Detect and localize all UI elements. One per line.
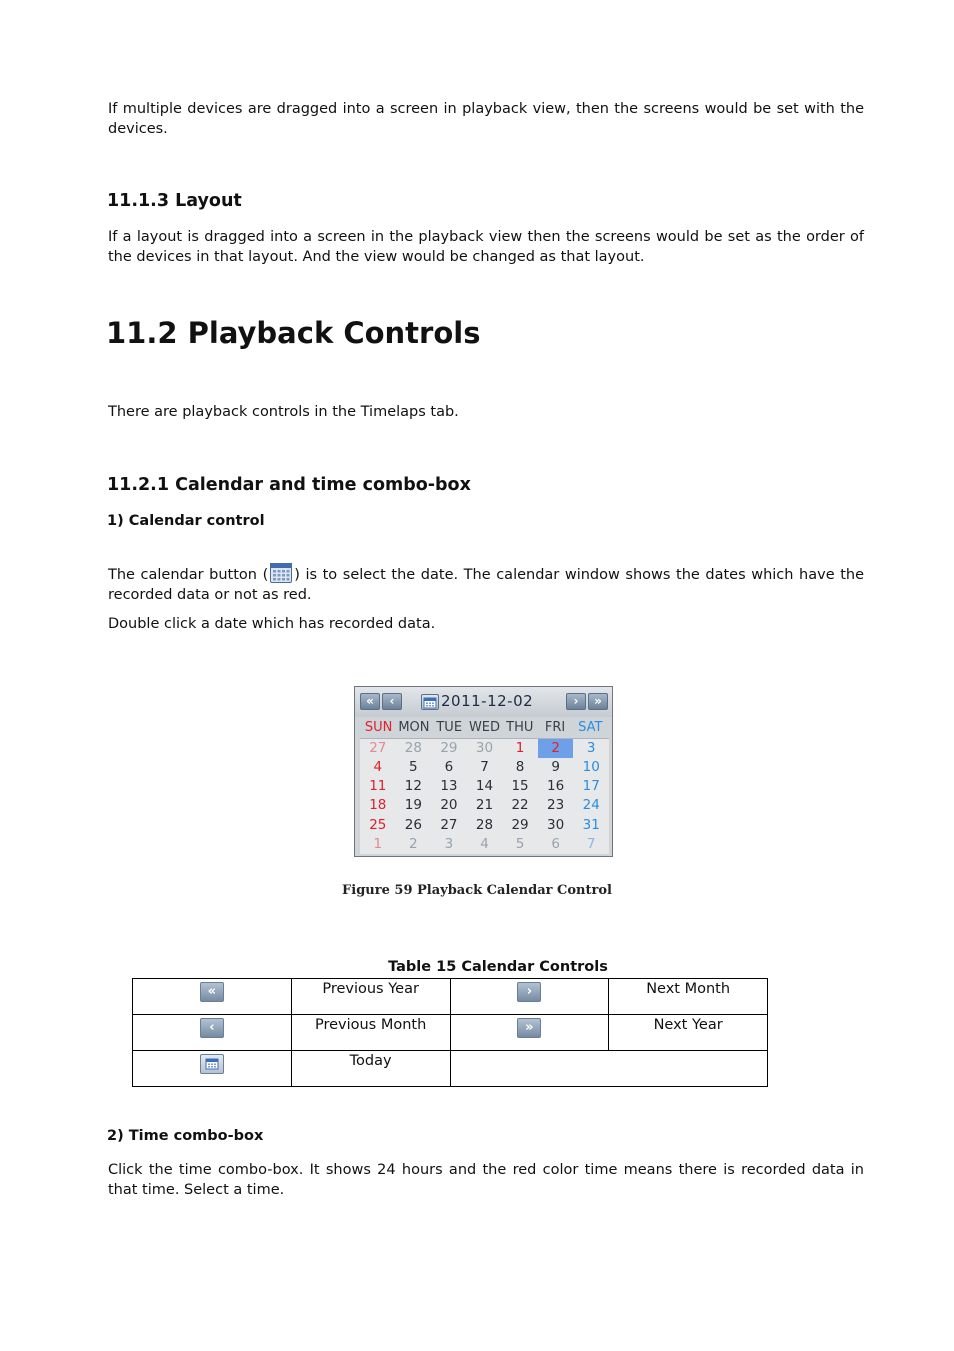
playback-controls-paragraph: There are playback controls in the Timelaps tab. — [108, 404, 459, 420]
weekday-label: WED — [468, 720, 501, 735]
next-year-button[interactable]: » — [588, 693, 608, 710]
playback-controls-heading: 11.2 Playback Controls — [106, 316, 481, 350]
calendar-day[interactable]: 23 — [538, 796, 574, 815]
calendar-controls-table — [132, 978, 768, 1087]
calendar-day[interactable]: 11 — [360, 777, 396, 796]
prev-month-button[interactable]: ‹ — [382, 693, 402, 710]
next-month-icon: › — [517, 982, 541, 1002]
table-cell-label: Previous Year — [291, 979, 450, 1015]
table-caption: Table 15 Calendar Controls — [388, 959, 608, 975]
calendar-day[interactable]: 28 — [467, 816, 503, 835]
calendar-day[interactable]: 4 — [360, 758, 396, 777]
intro-paragraph: If multiple devices are dragged into a screen in playback view, then the screens would be set with the devices. — [108, 101, 864, 137]
calendar-header — [355, 687, 612, 717]
day-grid — [360, 738, 609, 854]
calendar-day[interactable]: 27 — [360, 739, 396, 758]
table-cell-label: Previous Month — [291, 1015, 450, 1051]
weekday-label: TUE — [436, 720, 463, 735]
calendar-day[interactable]: 29 — [431, 739, 467, 758]
calendar-day[interactable]: 21 — [467, 796, 503, 815]
calendar-control-subheading: 1) Calendar control — [107, 513, 265, 529]
calendar-day[interactable]: 6 — [431, 758, 467, 777]
calendar-day[interactable]: 20 — [431, 796, 467, 815]
calendar-day[interactable]: 15 — [502, 777, 538, 796]
calendar-day[interactable]: 12 — [396, 777, 432, 796]
calendar-control-paragraph — [108, 561, 864, 605]
calendar-day[interactable]: 5 — [502, 835, 538, 854]
table-cell-icon — [450, 1015, 609, 1051]
next-year-icon: » — [517, 1018, 541, 1038]
calendar-day[interactable]: 13 — [431, 777, 467, 796]
calendar-day[interactable]: 27 — [431, 816, 467, 835]
calendar-widget — [354, 686, 613, 857]
table-cell-empty — [450, 1051, 768, 1087]
calendar-day[interactable]: 30 — [467, 739, 503, 758]
table-cell-icon — [133, 979, 292, 1015]
calendar-day[interactable]: 1 — [360, 835, 396, 854]
calendar-day[interactable]: 5 — [396, 758, 432, 777]
today-icon — [422, 696, 438, 710]
calendar-day[interactable]: 7 — [467, 758, 503, 777]
calendar-day[interactable]: 3 — [431, 835, 467, 854]
table-cell-icon — [133, 1015, 292, 1051]
layout-paragraph: If a layout is dragged into a screen in the playback view then the screens would be set as the order of the devices in that layout. And the view would be changed as that layout. — [108, 229, 864, 265]
calendar-day[interactable]: 2 — [396, 835, 432, 854]
calendar-day[interactable]: 9 — [538, 758, 574, 777]
calendar-text-after: ) is to select the date. The calendar window shows the dates which have the recorded data or not as red. — [108, 567, 864, 603]
time-combo-paragraph: Click the time combo-box. It shows 24 hours and the red color time means there is recorded data in that time. Select a time. — [108, 1162, 864, 1198]
calendar-day[interactable]: 3 — [573, 739, 609, 758]
calendar-day[interactable]: 16 — [538, 777, 574, 796]
calendar-day[interactable]: 17 — [573, 777, 609, 796]
calendar-day[interactable]: 2 — [538, 739, 574, 758]
prev-year-button[interactable]: « — [360, 693, 380, 710]
weekday-label: SAT — [578, 720, 603, 735]
table-cell-label: Next Year — [609, 1015, 768, 1051]
calendar-day[interactable]: 25 — [360, 816, 396, 835]
table-row — [133, 979, 768, 1015]
calendar-day[interactable]: 19 — [396, 796, 432, 815]
calendar-day[interactable]: 10 — [573, 758, 609, 777]
prev-month-icon: ‹ — [200, 1018, 224, 1038]
today-button[interactable] — [421, 694, 439, 710]
calendar-day[interactable]: 14 — [467, 777, 503, 796]
calendar-section-heading: 11.2.1 Calendar and time combo-box — [107, 475, 471, 495]
calendar-day[interactable]: 31 — [573, 816, 609, 835]
calendar-day[interactable]: 18 — [360, 796, 396, 815]
calendar-day[interactable]: 4 — [467, 835, 503, 854]
calendar-day[interactable]: 26 — [396, 816, 432, 835]
calendar-day[interactable]: 6 — [538, 835, 574, 854]
table-cell-icon — [450, 979, 609, 1015]
today-icon — [200, 1054, 224, 1074]
figure-caption: Figure 59 Playback Calendar Control — [342, 883, 612, 898]
calendar-day[interactable]: 7 — [573, 835, 609, 854]
calendar-day[interactable]: 29 — [502, 816, 538, 835]
double-click-paragraph: Double click a date which has recorded data. — [108, 616, 436, 632]
prev-year-icon: « — [200, 982, 224, 1002]
table-cell-label: Today — [291, 1051, 450, 1087]
weekday-header — [361, 718, 608, 738]
calendar-day[interactable]: 8 — [502, 758, 538, 777]
calendar-icon — [270, 561, 292, 583]
weekday-label: SUN — [364, 720, 393, 735]
weekday-label: FRI — [544, 720, 566, 735]
weekday-label: MON — [398, 720, 430, 735]
table-cell-label: Next Month — [609, 979, 768, 1015]
calendar-day[interactable]: 1 — [502, 739, 538, 758]
calendar-day[interactable]: 24 — [573, 796, 609, 815]
table-cell-icon — [133, 1051, 292, 1087]
calendar-day[interactable]: 30 — [538, 816, 574, 835]
weekday-label: THU — [506, 720, 534, 735]
calendar-text-before: The calendar button ( — [108, 567, 269, 583]
calendar-day[interactable]: 28 — [396, 739, 432, 758]
next-month-button[interactable]: › — [566, 693, 586, 710]
time-combo-subheading: 2) Time combo-box — [107, 1128, 264, 1144]
table-row — [133, 1051, 768, 1087]
table-row — [133, 1015, 768, 1051]
calendar-day[interactable]: 22 — [502, 796, 538, 815]
calendar-date-display: 2011-12-02 — [441, 692, 534, 710]
layout-heading: 11.1.3 Layout — [107, 191, 242, 211]
